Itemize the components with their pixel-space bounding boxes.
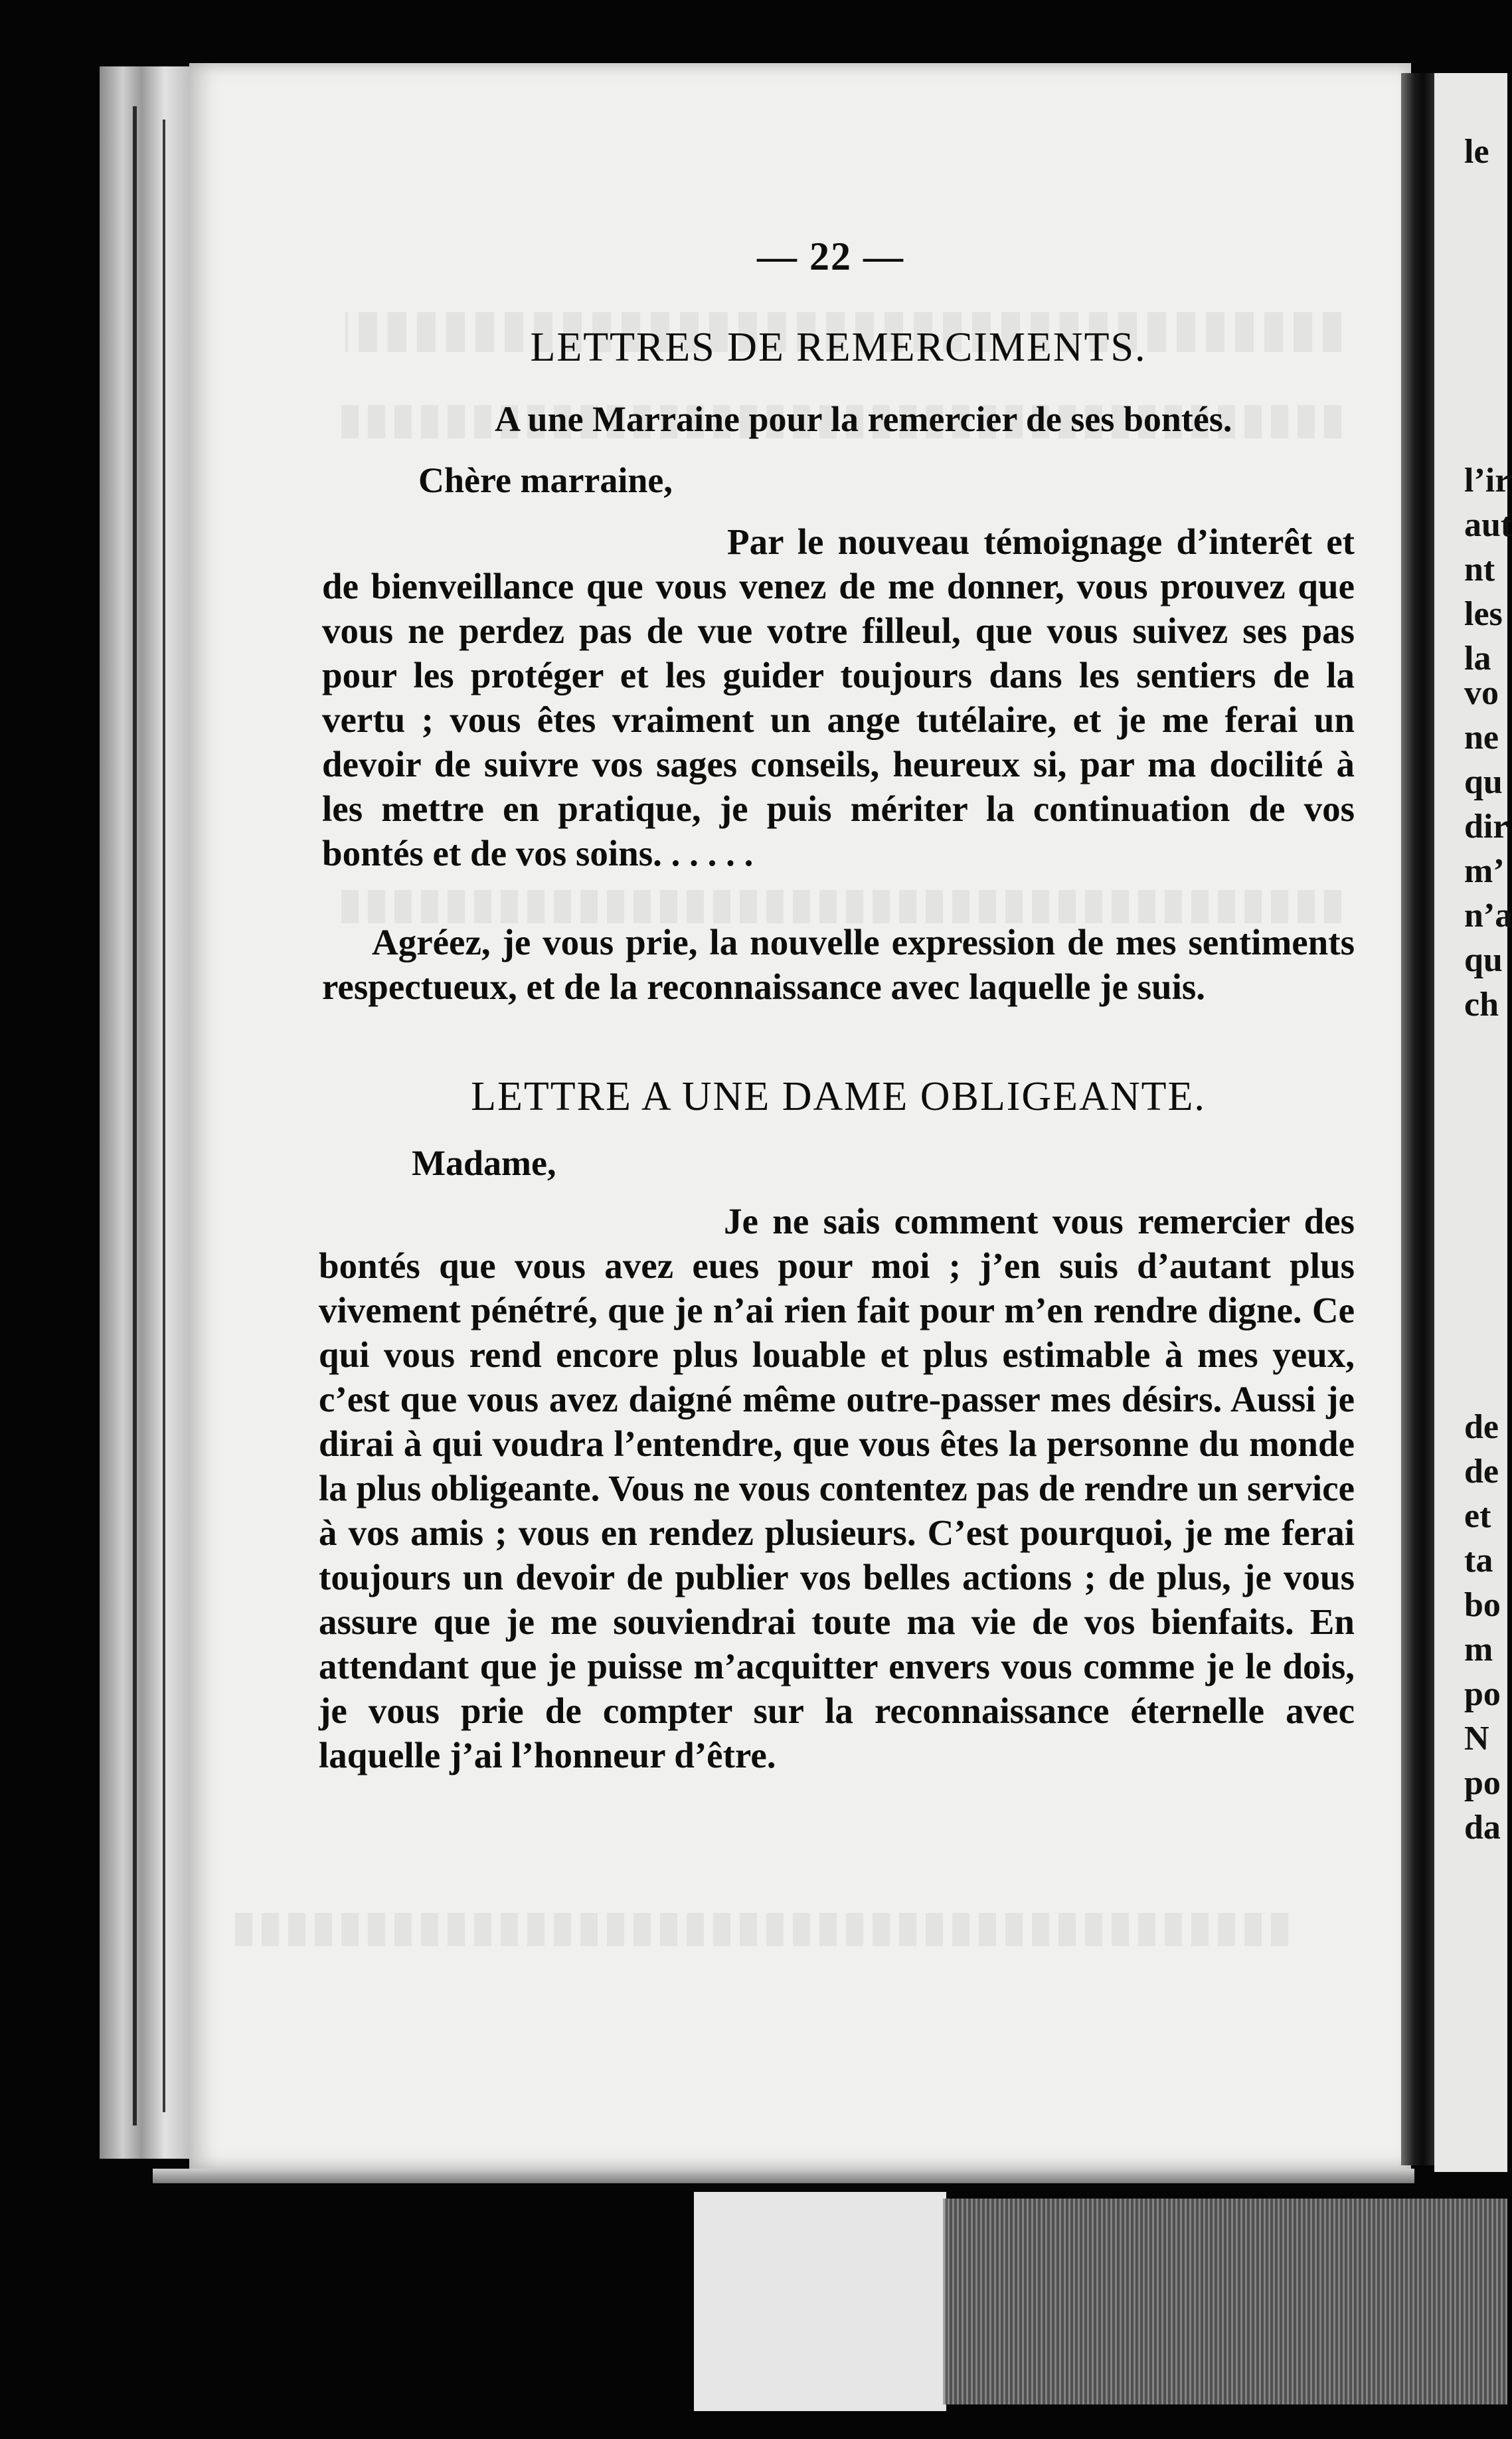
adjacent-page-fragments: vo ne qu dir m’ n’a qu ch <box>1464 674 1512 1024</box>
letter-salutation: Madame, <box>412 1143 556 1183</box>
scan-target-grid <box>943 2199 1507 2404</box>
letter-salutation: Chère marraine, <box>418 460 673 500</box>
adjacent-page <box>1434 73 1507 2172</box>
section-title-dame-obligeante: LETTRE A UNE DAME OBLIGEANTE. <box>471 1074 1206 1119</box>
page-number: — 22 — <box>757 234 904 278</box>
show-through-line <box>226 1913 1288 1946</box>
letter-closing: Agréez, je vous prie, la nouvelle expression de mes sentiments respectueux, et de la reconnaissance avec laquelle je suis. <box>322 922 1355 1007</box>
adjacent-page-fragments: le <box>1464 133 1489 171</box>
adjacent-page-fragments: de de et ta bo m po N po da <box>1464 1408 1501 1847</box>
scan-strip <box>694 2192 946 2411</box>
page-bottom-edge <box>153 2169 1414 2183</box>
adjacent-page-fragments: l’ir aut nt les la <box>1464 462 1512 678</box>
letter-body: Par le nouveau témoignage d’interêt et de bienveillance que vous venez de me donner, vous prouvez que vous ne perdez pas de vue votre filleul, que vous suivez ses pas pour les protéger et les guider toujours dans les sentiers de la vertu ; vous êtes vraiment un ange tutélaire, et je me ferai un devoir de suivre vos sages conseils, heureux si, par ma docilité à les mettre en pratique, je puis mériter la continuation de vos bontés et de vos soins. . . . . . <box>322 521 1355 873</box>
section-title-remerciments: LETTRES DE REMERCIMENTS. <box>530 325 1147 370</box>
letter-body: Je ne sais comment vous remercier des bontés que vous avez eues pour moi ; j’en suis d’autant plus vivement pénétré, que je n’ai rien fait pour m’en rendre digne. Ce qui vous rend encore plus louable et plus estimable à mes yeux, c’est que vous avez daigné même outre-passer mes désirs. Aussi je dirai à qui voudra l’entendre, que vous êtes la personne du monde la plus obligeante. Vous ne vous contentez pas de rendre un service à vos amis ; vous en rendez plusieurs. C’est pourquoi, je me ferai toujours un devoir de publier vos belles actions ; de plus, je vous assure que je me souviendrai toute ma vie de vos bienfaits. En attendant que je puisse m’acquitter envers vous comme je le dois, je vous prie de compter sur la reconnaissance éternelle avec laquelle j’ai l’honneur d’être. <box>319 1201 1355 1775</box>
letter-subtitle: A une Marraine pour la remercier de ses bontés. <box>495 399 1232 439</box>
show-through-line <box>332 890 1341 923</box>
page-stack-edge <box>100 66 193 2159</box>
book-gutter <box>1401 73 1438 2165</box>
